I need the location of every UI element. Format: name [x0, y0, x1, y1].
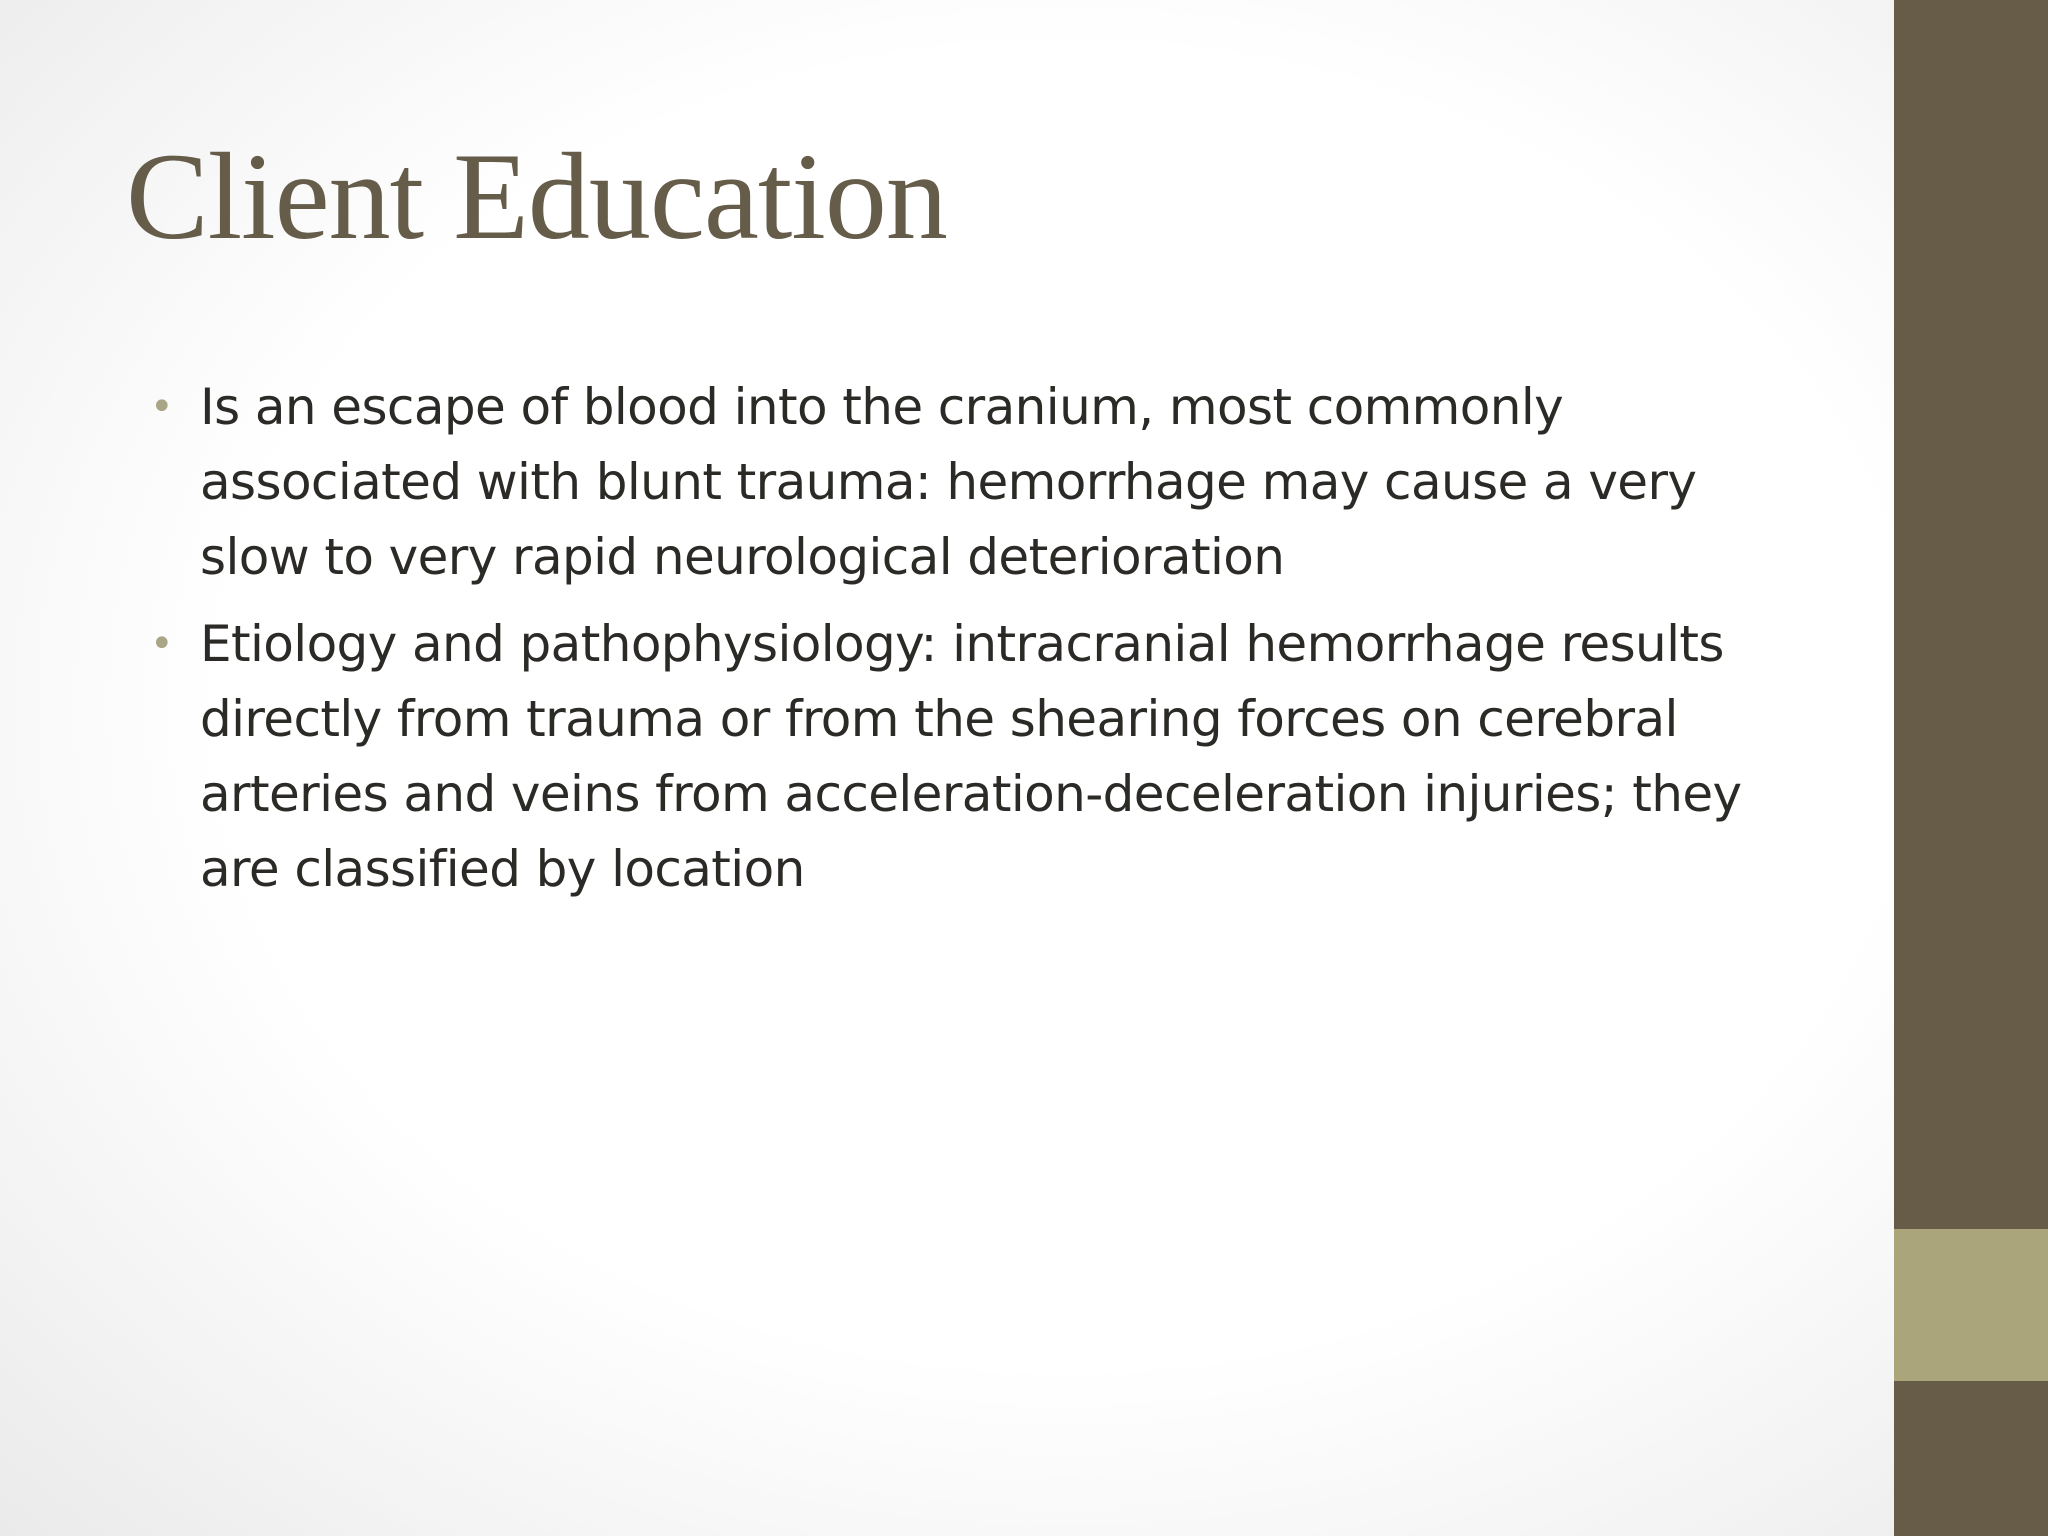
bullet-list: [150, 370, 1790, 919]
bullet-text: Is an escape of blood into the cranium, most commonly associated with blunt trauma: hemorrhage may cause a very slow to very rapid neurological deterioration: [200, 378, 1697, 586]
bullet-icon: •: [150, 384, 174, 430]
side-bar-dark-segment: [1894, 0, 2048, 1229]
decorative-side-bar: [1894, 0, 2048, 1536]
slide-title: Client Education: [126, 128, 947, 265]
bullet-icon: •: [150, 621, 174, 667]
side-bar-dark-bottom-segment: [1894, 1381, 2048, 1536]
list-item: [150, 370, 1790, 595]
list-item: [150, 607, 1790, 907]
side-bar-accent-segment: [1894, 1229, 2048, 1381]
bullet-text: Etiology and pathophysiology: intracranial hemorrhage results directly from trauma or from the shearing forces on cerebral arteries and veins from acceleration-deceleration injuries; they are classified by location: [200, 615, 1742, 898]
